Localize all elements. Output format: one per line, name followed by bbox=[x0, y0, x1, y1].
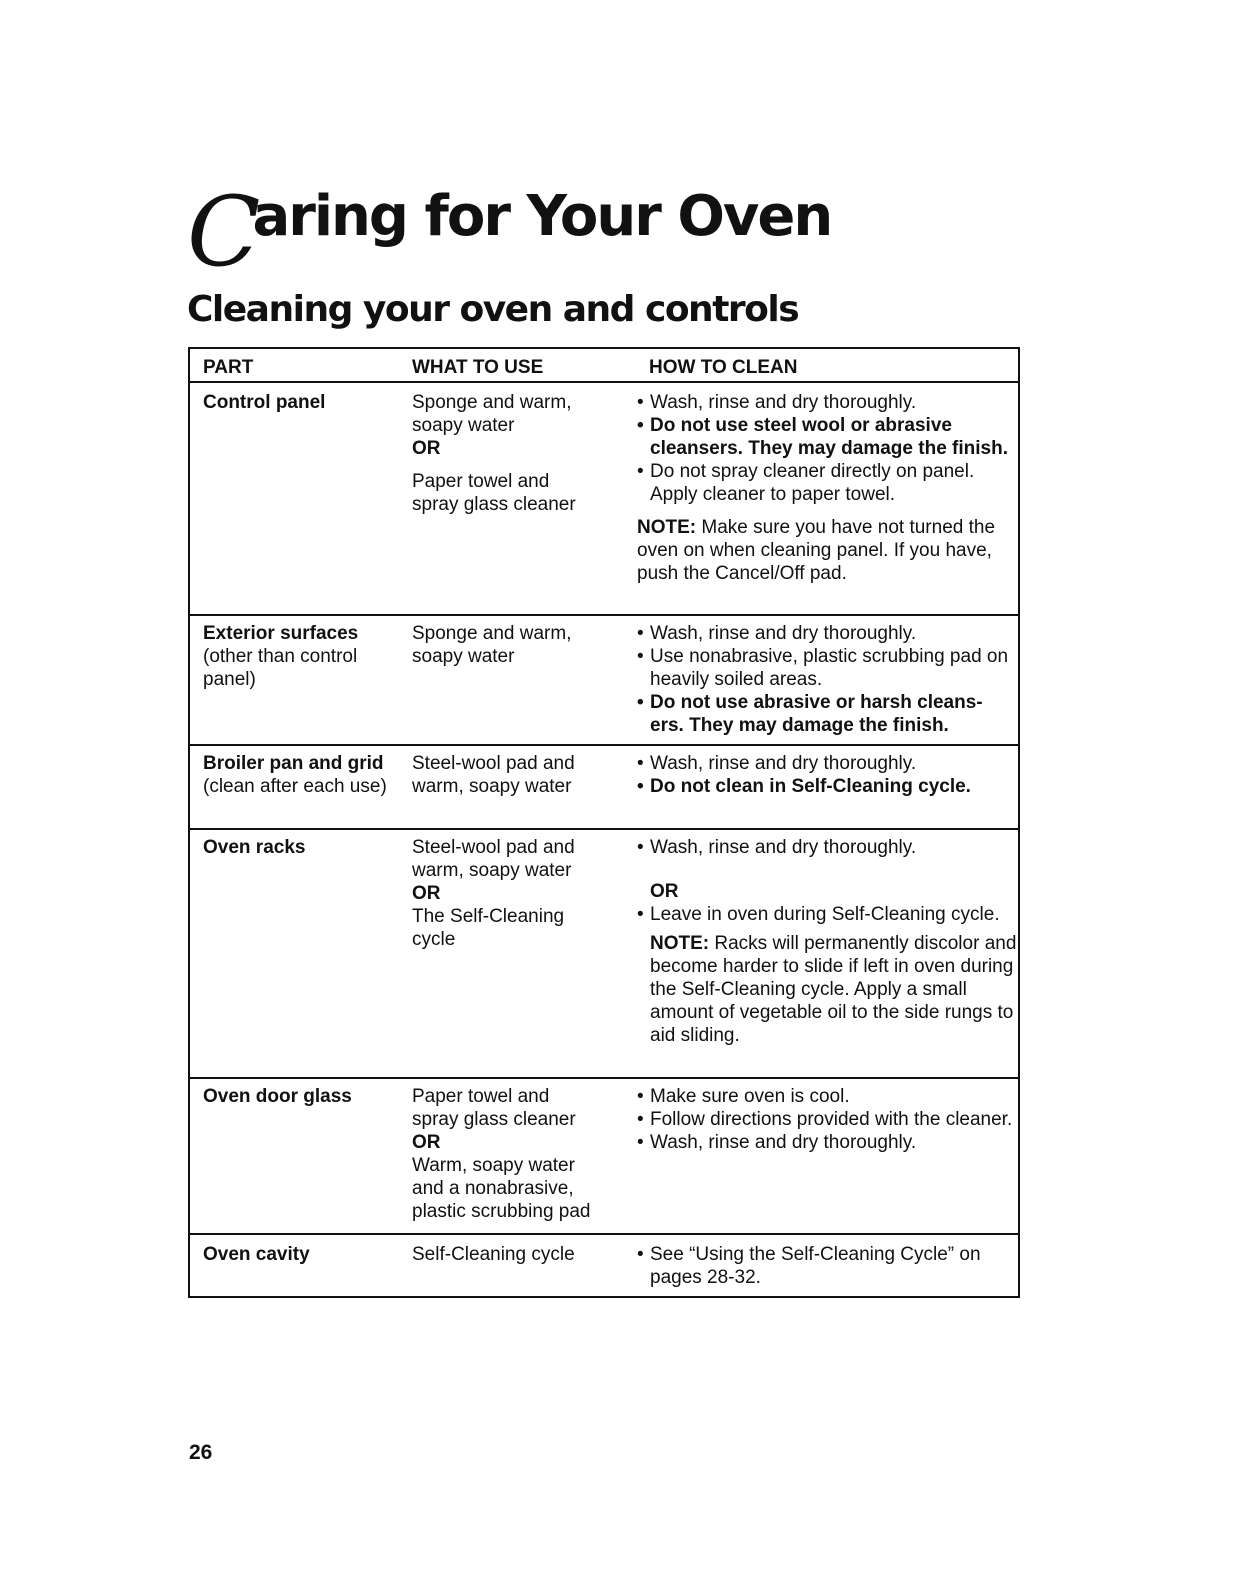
instruction-item: • Leave in oven during Self-Cleaning cycle. bbox=[637, 903, 1017, 926]
page-number: 26 bbox=[189, 1441, 213, 1464]
or-label: OR bbox=[412, 883, 441, 904]
note-label: NOTE: bbox=[637, 517, 697, 538]
part-name: Oven racks bbox=[203, 837, 306, 858]
instruction-item: • Make sure oven is cool. bbox=[637, 1085, 1017, 1108]
use-text: The Self-Cleaning bbox=[412, 906, 565, 927]
warning-item: • Do not use abrasive or harsh cleans- ers. They may damage the finish. bbox=[637, 691, 1017, 737]
use-text: Steel-wool pad and bbox=[412, 753, 575, 774]
header-how-to-clean: HOW TO CLEAN bbox=[649, 357, 798, 378]
instruction-item: • See “Using the Self-Cleaning Cycle” on pages 28-32. bbox=[637, 1243, 1017, 1289]
use-text: spray glass cleaner bbox=[412, 494, 576, 515]
instruction-item: • Wash, rinse and dry thoroughly. bbox=[637, 1131, 1017, 1154]
note bbox=[637, 516, 1017, 585]
instruction-item: • Wash, rinse and dry thoroughly. bbox=[637, 752, 1017, 775]
use-text: warm, soapy water bbox=[412, 860, 572, 881]
part-name: Oven cavity bbox=[203, 1244, 310, 1265]
cleaning-table bbox=[188, 347, 1020, 1298]
table-row bbox=[190, 383, 1018, 616]
part-note: (clean after each use) bbox=[203, 776, 387, 797]
use-text: soapy water bbox=[412, 415, 515, 436]
part-name: Broiler pan and grid bbox=[203, 753, 384, 774]
header-what-to-use: WHAT TO USE bbox=[412, 357, 544, 378]
page-title bbox=[187, 162, 832, 288]
section-heading: Cleaning your oven and controls bbox=[187, 289, 799, 330]
table-row bbox=[190, 746, 1018, 830]
use-text: spray glass cleaner bbox=[412, 1109, 576, 1130]
use-text: Paper towel and bbox=[412, 471, 550, 492]
instruction-item: • Follow directions provided with the cleaner. bbox=[637, 1108, 1017, 1131]
part-note: (other than control panel) bbox=[203, 646, 358, 690]
note bbox=[650, 932, 1017, 1047]
table-header bbox=[190, 349, 1018, 383]
table-row bbox=[190, 1079, 1018, 1235]
note-text: Racks will permanently discolor and become harder to slide if left in oven during the Self-Cleaning cycle. Apply a small amount of vegetable oil to the side rungs to aid sliding. bbox=[650, 933, 1017, 1046]
note-label: NOTE: bbox=[650, 933, 710, 954]
header-part: PART bbox=[203, 357, 254, 378]
part-name: Control panel bbox=[203, 392, 326, 413]
or-label: OR bbox=[412, 438, 441, 459]
note-text: Make sure you have not turned the oven on when cleaning panel. If you have, push the Cancel/Off pad. bbox=[637, 517, 996, 584]
warning-item: • Do not clean in Self-Cleaning cycle. bbox=[637, 775, 1017, 798]
or-label: OR bbox=[650, 881, 679, 902]
or-label: OR bbox=[412, 1132, 441, 1153]
use-text: soapy water bbox=[412, 646, 515, 667]
use-text: Warm, soapy water bbox=[412, 1155, 575, 1176]
instruction-item: • Do not spray cleaner directly on panel. Apply cleaner to paper towel. bbox=[637, 460, 1017, 506]
part-cell bbox=[203, 752, 393, 798]
use-text: Self-Cleaning cycle bbox=[412, 1244, 575, 1265]
title-text: aring for Your Oven bbox=[252, 184, 832, 249]
part-name: Exterior surfaces bbox=[203, 623, 359, 644]
instruction-item: • Wash, rinse and dry thoroughly. bbox=[637, 622, 1017, 645]
use-text: plastic scrubbing pad bbox=[412, 1201, 591, 1222]
title-initial: C bbox=[187, 176, 259, 288]
table-row bbox=[190, 1235, 1018, 1296]
use-text: Steel-wool pad and bbox=[412, 837, 575, 858]
use-text: Sponge and warm, bbox=[412, 392, 572, 413]
instruction-item: • Wash, rinse and dry thoroughly. bbox=[637, 836, 1017, 859]
use-text: and a nonabrasive, bbox=[412, 1178, 574, 1199]
warning-item: • Do not use steel wool or abrasive cleansers. They may damage the finish. bbox=[637, 414, 1017, 460]
use-text: Paper towel and bbox=[412, 1086, 550, 1107]
use-text: warm, soapy water bbox=[412, 776, 572, 797]
table-row bbox=[190, 616, 1018, 746]
instruction-item: • Use nonabrasive, plastic scrubbing pad on heavily soiled areas. bbox=[637, 645, 1017, 691]
use-text: cycle bbox=[412, 929, 456, 950]
instruction-item: • Wash, rinse and dry thoroughly. bbox=[637, 391, 1017, 414]
table-row bbox=[190, 830, 1018, 1079]
part-name: Oven door glass bbox=[203, 1086, 352, 1107]
use-text: Sponge and warm, bbox=[412, 623, 572, 644]
